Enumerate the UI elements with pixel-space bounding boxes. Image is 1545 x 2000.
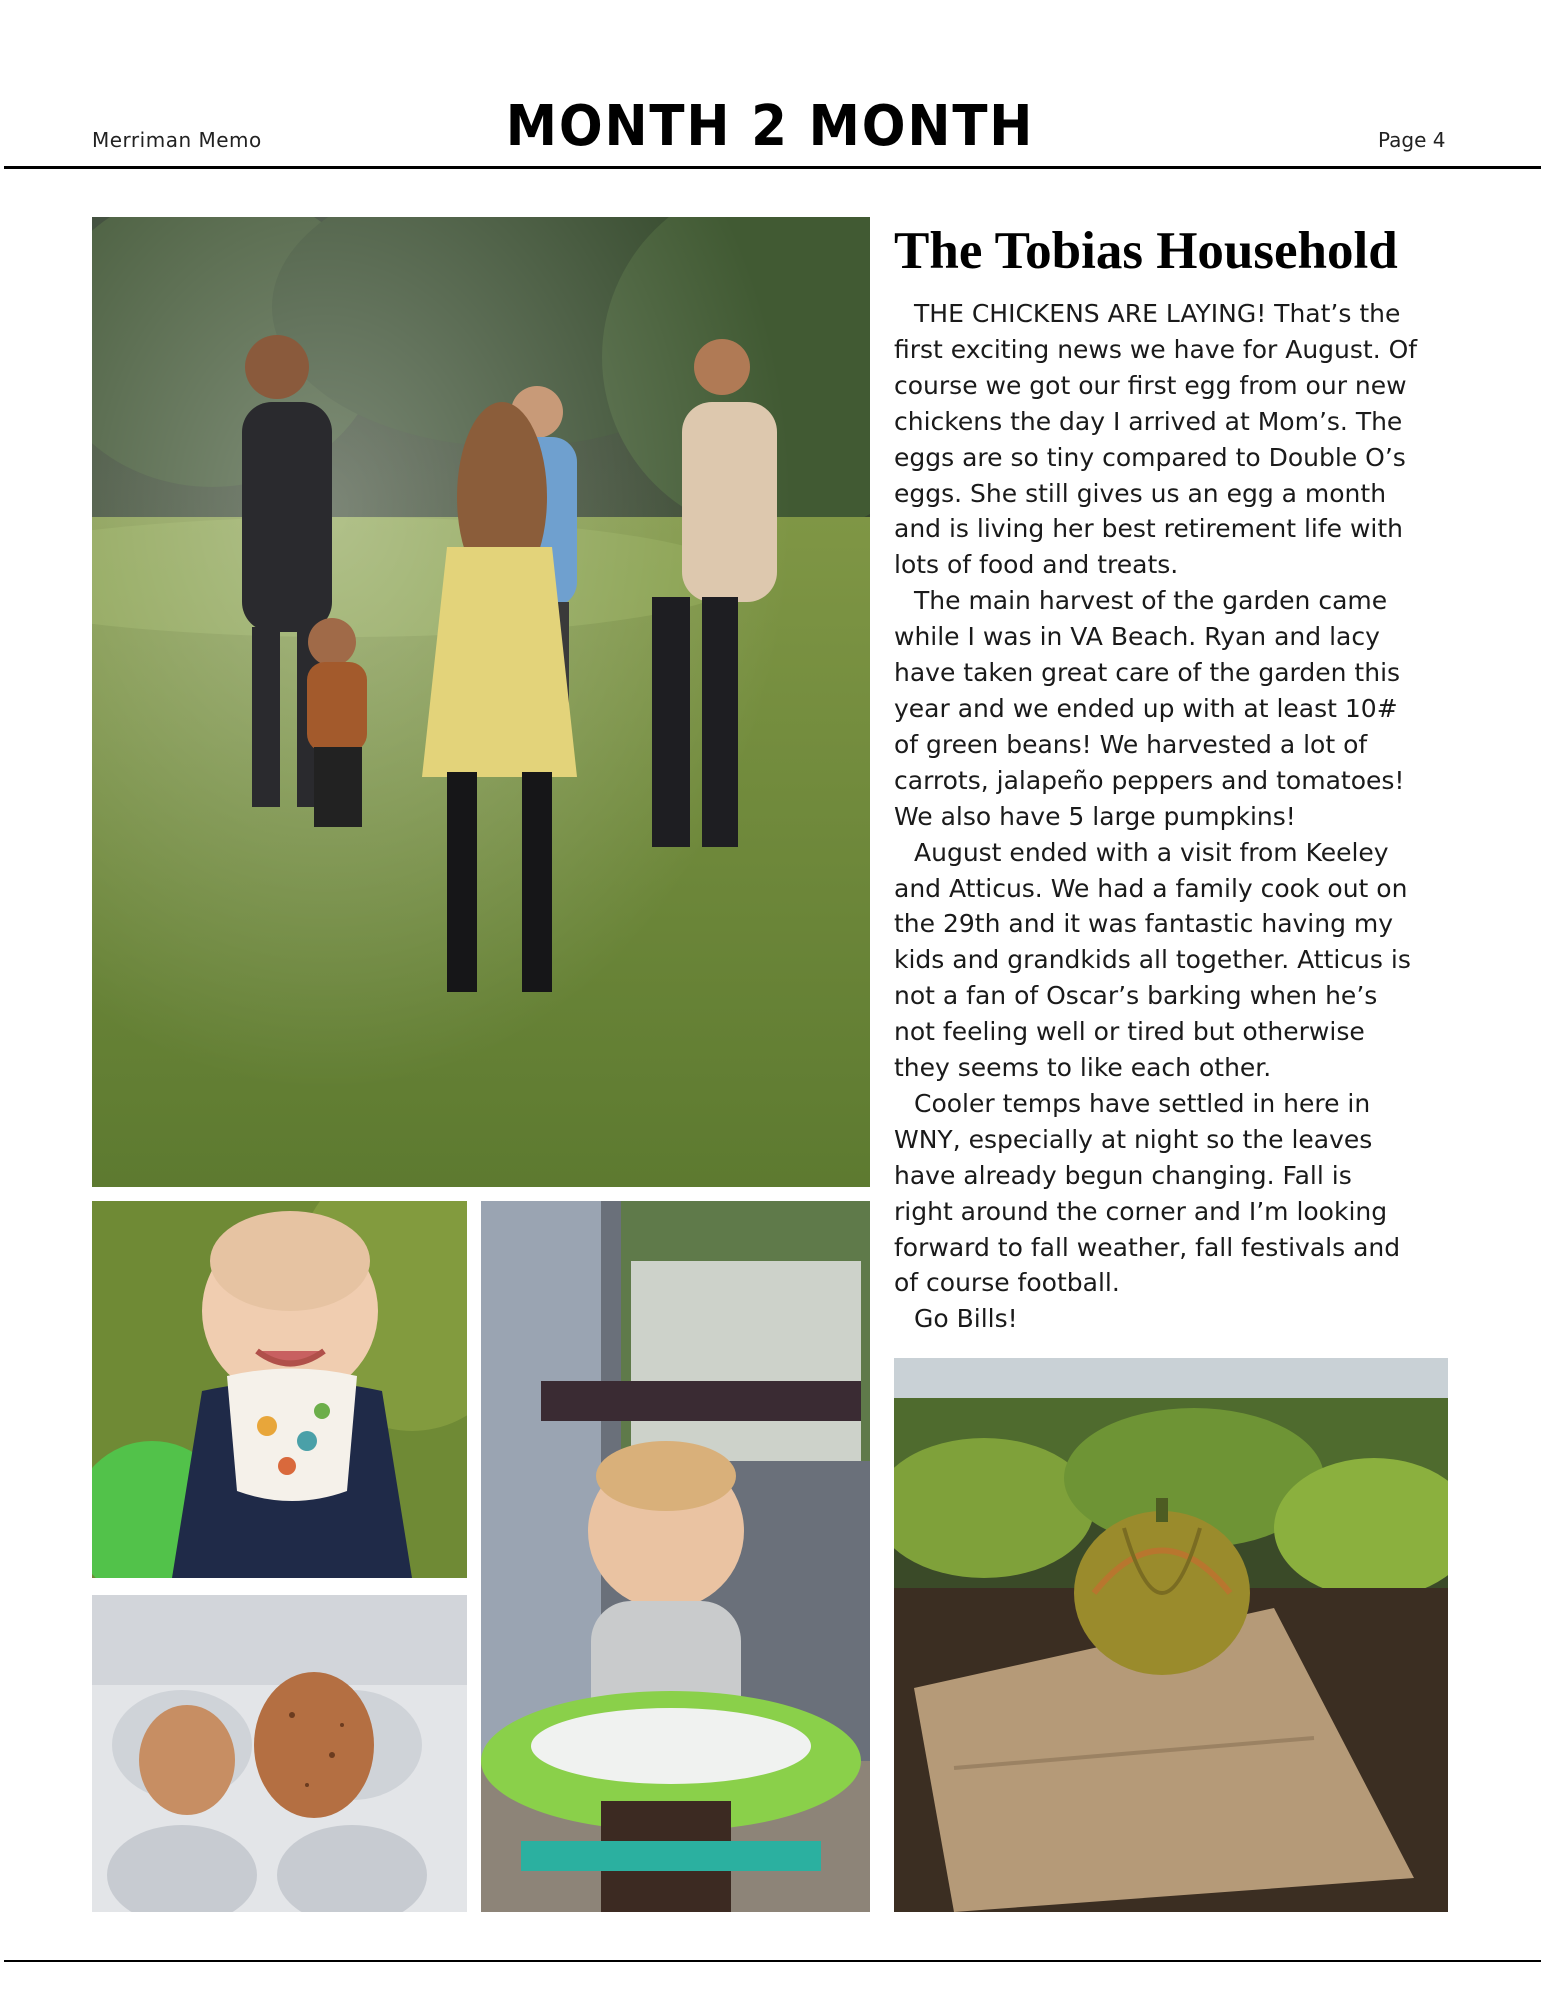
article-paragraph: August ended with a visit from Keeley and Atticus. We had a family cook out on the 29th and it was fantastic having my kids and grandkids all together. Atticus is not a fan of Oscar’s barking when he’s not feeling well or tired but otherwise they seems to like each other. [894,837,1411,1083]
family-gathering-photo [92,217,870,1187]
article-body [894,296,1454,1337]
eggs-in-carton-photo [92,1595,467,1912]
article-paragraph: Cooler temps have settled in here in WNY, especially at night so the leaves have already begun changing. Fall is right around the corner and I’m looking forward to fall weather, fall festivals and of course football. [894,1088,1401,1298]
article-paragraph: The main harvest of the garden came while I was in VA Beach. Ryan and lacy have taken great care of the garden this year and we ended up with at least 10# of green beans! We harvested a lot of carrots, jalapeño peppers and tomatoes! We also have 5 large pumpkins! [894,586,1405,831]
article-paragraph: THE CHICKENS ARE LAYING! That’s the first exciting news we have for August. Of course we got our first egg from our new chickens the day I arrived at Mom’s. The eggs are so tiny compared to Double O’s eggs. She still gives us an egg a month and is living her best retirement life with lots of food and treats. [894,299,1418,580]
article-title: The Tobias Household [894,222,1398,280]
newsletter-name: Merriman Memo [92,128,262,152]
masthead-title: MONTH 2 MONTH [505,94,1035,159]
baby-in-walker-photo [481,1201,870,1912]
header-rule [4,166,1541,169]
article-paragraph: Go Bills! [914,1304,1018,1334]
footer-rule [4,1960,1541,1962]
page-number: Page 4 [1378,128,1446,152]
pumpkin-on-cardboard-photo [894,1358,1448,1912]
baby-in-bib-photo [92,1201,467,1578]
